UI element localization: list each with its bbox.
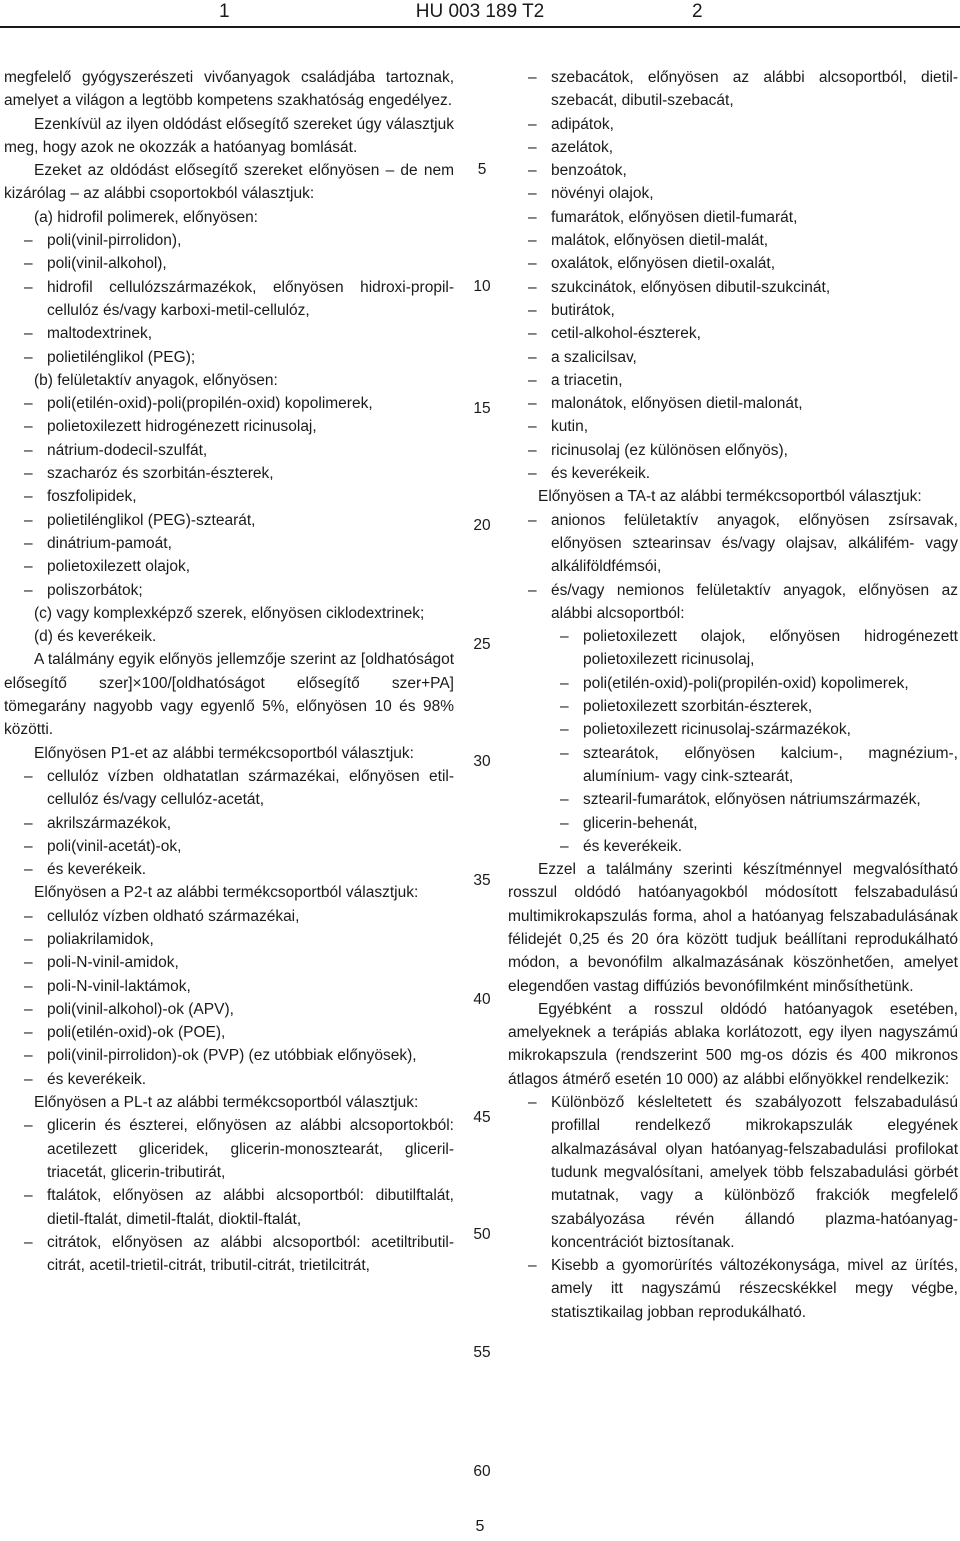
line-number: 50 [473,1226,491,1243]
right-sublist-item: – és keverékeik. [508,835,958,858]
left-paragraph: (c) vagy komplexképző szerek, előnyösen ciklodextrinek; [34,604,425,622]
left-list-item: – poli(etilén-oxid)-ok (POE), [4,1021,454,1044]
document-number: HU 003 189 T2 [415,1,545,22]
left-list-item: – polietoxilezett hidrogénezett ricinusolaj, [4,415,454,438]
left-list-item: – és keverékeik. [4,1068,454,1091]
line-number: 40 [473,991,491,1008]
left-paragraph: Előnyösen P1-et az alábbi termékcsoportból választjuk: [34,744,414,762]
left-list-item: – poli(vinil-acetát)-ok, [4,835,454,858]
right-list-item: – anionos felületaktív anyagok, előnyösen zsírsavak, előnyösen sztearinsav és/vagy olajsav, alkálifém- vagy alkáliföldfémsói, [508,509,958,579]
left-paragraph: (d) és keverékeik. [34,628,157,646]
left-list-item: – cellulóz vízben oldhatatlan származékai, előnyösen etil-cellulóz és/vagy cellulóz-acetát, [4,765,454,812]
left-list-item: – nátrium-dodecil-szulfát, [4,439,454,462]
line-number: 30 [473,753,491,770]
right-list-item: – szebacátok, előnyösen az alábbi alcsoportból, dietil-szebacát, dibutil-szebacát, [508,66,958,113]
left-list-item: – és keverékeik. [4,858,454,881]
right-list-item: – butirátok, [508,299,958,322]
left-paragraph: Előnyösen a P2-t az alábbi termékcsoportból választjuk: [34,884,419,902]
left-list-item: – cellulóz vízben oldható származékai, [4,905,454,928]
right-list-item: – Különböző késleltetett és szabályozott felszabadulású profillal rendelkező mikrokapszulák elegyének alkalmazásával olyan hatóanyag-felszabadulási profilokat tudunk megvalósítani, amelyek több felszabadulási görbét mutatnak, vagy a különböző frakciók megfelelő szabályozása révén állandó plazma-hatóanyag-koncentrációt biztosítanak. [508,1091,958,1254]
right-sublist-item: – polietoxilezett ricinusolaj-származékok, [508,718,958,741]
right-paragraph: Előnyösen a TA-t az alábbi termékcsoportból választjuk: [538,488,922,506]
right-sublist-item: – polietoxilezett olajok, előnyösen hidrogénezett polietoxilezett ricinusolaj, [508,625,958,672]
line-number: 20 [473,517,491,534]
left-list-item: – foszfolipidek, [4,485,454,508]
left-list-item: – poli(vinil-alkohol), [4,252,454,275]
page-number: 5 [475,1518,485,1535]
left-list-item: – poli(vinil-pirrolidon)-ok (PVP) (ez utóbbiak előnyösek), [4,1044,454,1067]
right-list-item: – ricinusolaj (ez különösen előnyös), [508,439,958,462]
left-list-item: – dinátrium-pamoát, [4,532,454,555]
left-paragraph: megfelelő gyógyszerészeti vivőanyagok családjába tartoznak, amelyet a világon a legtöbb kompetens szakhatóság engedélyez. [4,69,454,110]
left-list-item: – akrilszármazékok, [4,812,454,835]
left-page-number: 1 [219,1,230,22]
line-number: 60 [473,1463,491,1480]
left-list-item: – poli-N-vinil-amidok, [4,951,454,974]
right-list-item: – és keverékeik. [508,462,958,485]
line-number: 15 [473,400,491,417]
right-list-item: – fumarátok, előnyösen dietil-fumarát, [508,206,958,229]
right-list-item: – a triacetin, [508,369,958,392]
right-list-item: – növényi olajok, [508,182,958,205]
left-list-item: – polietoxilezett olajok, [4,555,454,578]
right-page-number: 2 [692,1,703,22]
right-list-item: – kutin, [508,415,958,438]
left-list-item: – glicerin és észterei, előnyösen az alábbi alcsoportokból: acetilezett gliceridek, glicerin-monosztearát, gliceril-triacetát, glicerin-tributirát, [4,1114,454,1184]
right-paragraph: Ezzel a találmány szerinti készítménnyel megvalósítható rosszul oldódó hatóanyagokból módosított felszabadulású multimikrokapszulás forma, ahol a hatóanyag felszabadulásának félidejét 0,25 és 20 óra között tudjuk beállítani reprodukálható módon, a bevonófilm alkalmazásának köszönhetően, amelyet elegendően vastag diffúziós bevonófilmként minősíthetünk. [508,861,958,995]
right-sublist-item: – glicerin-behenát, [508,812,958,835]
left-list-item: – polietilénglikol (PEG)-sztearát, [4,509,454,532]
right-list-item: – Kisebb a gyomorürítés változékonysága, mivel az ürítés, amely itt nagyszámú részecskékkel megy végbe, statisztikailag jobban reprodukálható. [508,1254,958,1324]
line-number: 10 [473,278,491,295]
right-list-item: – a szalicilsav, [508,346,958,369]
right-list-item: – malátok, előnyösen dietil-malát, [508,229,958,252]
left-list-item: – poliszorbátok; [4,579,454,602]
right-column [508,66,958,1324]
right-list-item: – cetil-alkohol-észterek, [508,322,958,345]
left-list-item: – hidrofil cellulózszármazékok, előnyösen hidroxi-propil-cellulóz és/vagy karboxi-metil-cellulóz, [4,276,454,323]
line-number: 25 [473,636,491,653]
right-list-item: – azelátok, [508,136,958,159]
left-list-item: – poli(etilén-oxid)-poli(propilén-oxid) kopolimerek, [4,392,454,415]
left-list-item: – maltodextrinek, [4,322,454,345]
right-list-item: – és/vagy nemionos felületaktív anyagok, előnyösen az alábbi alcsoportból: [508,579,958,626]
left-list-item: – ftalátok, előnyösen az alábbi alcsoportból: dibutilftalát, dietil-ftalát, dimetil-ftalát, dioktil-ftalát, [4,1184,454,1231]
right-list-item: – oxalátok, előnyösen dietil-oxalát, [508,252,958,275]
left-list-item: – szacharóz és szorbitán-észterek, [4,462,454,485]
line-number: 35 [473,872,491,889]
left-paragraph: Előnyösen a PL-t az alábbi termékcsoportból választjuk: [34,1094,419,1112]
left-list-item: – poli(vinil-alkohol)-ok (APV), [4,998,454,1021]
right-list-item: – malonátok, előnyösen dietil-malonát, [508,392,958,415]
right-list-item: – benzoátok, [508,159,958,182]
right-paragraph: Egyébként a rosszul oldódó hatóanyagok esetében, amelyeknek a terápiás ablaka korlátozott, egy ilyen nagyszámú mikrokapszula (rendszerint 500 mg-os dózis és 400 mikronos átlagos átmérő esetén 10 000) az alábbi előnyökkel rendelkezik: [508,1000,958,1088]
left-list-item: – polietilénglikol (PEG); [4,346,454,369]
left-paragraph: A találmány egyik előnyös jellemzője szerint az [oldhatóságot elősegítő szer]×100/[oldhatóságot elősegítő szer+PA] tömegarány nagyobb vagy egyenlő 5%, előnyösen 10 és 98% közötti. [4,651,454,739]
line-number: 45 [473,1109,491,1126]
left-paragraph: Ezeket az oldódást elősegítő szereket előnyösen – de nem kizárólag – az alábbi csoportokból választjuk: [4,162,454,203]
right-sublist-item: – polietoxilezett szorbitán-észterek, [508,695,958,718]
right-sublist-item: – poli(etilén-oxid)-poli(propilén-oxid) kopolimerek, [508,672,958,695]
left-paragraph: (a) hidrofil polimerek, előnyösen: [34,208,258,226]
left-paragraph: Ezenkívül az ilyen oldódást elősegítő szereket úgy választjuk meg, hogy azok ne okozzák a hatóanyag bomlását. [4,115,454,156]
line-number: 55 [473,1344,491,1361]
left-column [4,66,454,1277]
line-number: 5 [477,161,487,178]
right-sublist-item: – sztearátok, előnyösen kalcium-, magnézium-, alumínium- vagy cink-sztearát, [508,742,958,789]
right-sublist-item: – sztearil-fumarátok, előnyösen nátriumszármazék, [508,788,958,811]
left-list-item: – poliakrilamidok, [4,928,454,951]
left-paragraph: (b) felületaktív anyagok, előnyösen: [34,371,278,389]
left-list-item: – poli(vinil-pirrolidon), [4,229,454,252]
left-list-item: – citrátok, előnyösen az alábbi alcsoportból: acetiltributil-citrát, acetil-trietil-citrát, tributil-citrát, trietilcitrát, [4,1231,454,1278]
right-list-item: – szukcinátok, előnyösen dibutil-szukcinát, [508,276,958,299]
header-rule [0,26,960,28]
left-list-item: – poli-N-vinil-laktámok, [4,975,454,998]
right-list-item: – adipátok, [508,113,958,136]
